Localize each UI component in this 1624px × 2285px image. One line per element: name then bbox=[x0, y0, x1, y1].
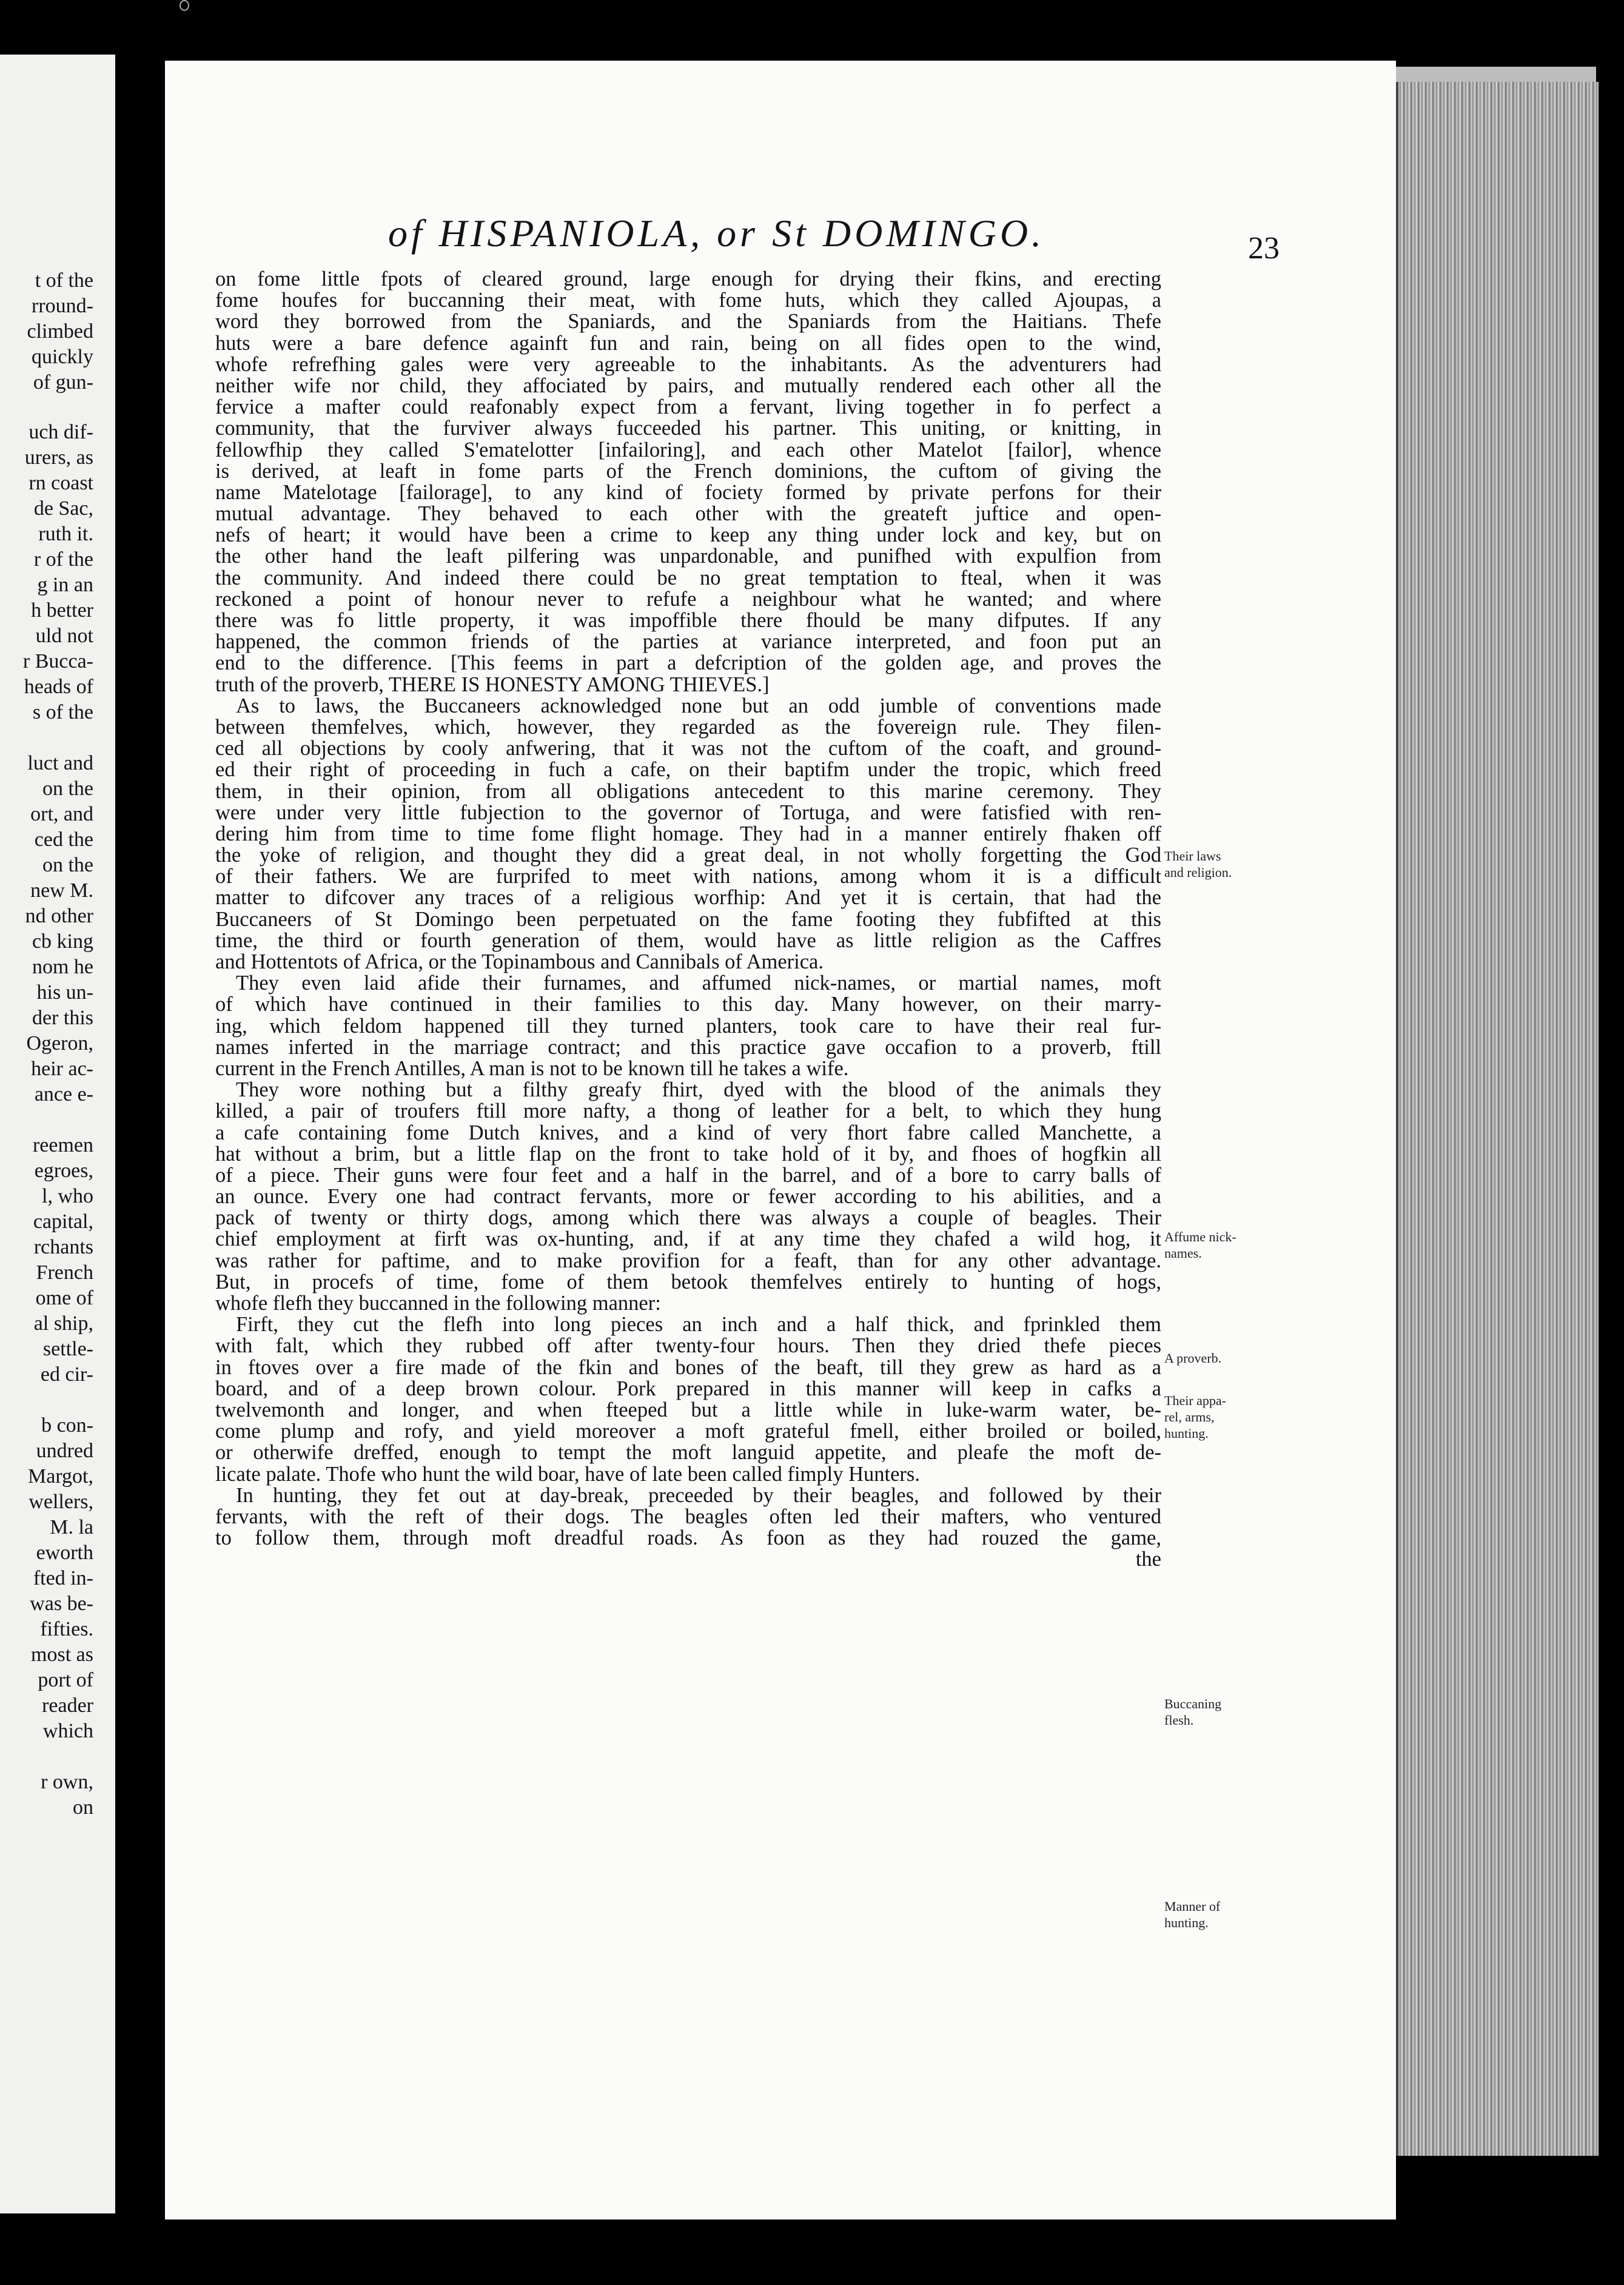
margin-note-line: Their appa- bbox=[1164, 1393, 1226, 1408]
left-page-line: which bbox=[42, 1720, 93, 1742]
text-line: Firft, they cut the flefh into long pieces an inch and a half thick, and fprinkled them bbox=[236, 1313, 1161, 1337]
left-page-line: ruth it. bbox=[38, 523, 93, 545]
text-line: hat without a brim, but a little flap on the front to take hold of it by, and fhoes of hogfkin all bbox=[215, 1142, 1161, 1166]
left-page-line: h better bbox=[31, 599, 93, 622]
left-page-line: new M. bbox=[30, 879, 93, 902]
left-page-line: his un- bbox=[36, 981, 93, 1004]
margin-note-line: Affume nick- bbox=[1164, 1229, 1236, 1244]
left-page-line: urers, as bbox=[24, 446, 93, 469]
left-page-line: rround- bbox=[32, 295, 93, 317]
text-line: mutual advantage. They behaved to each other with the greateft juftice and open- bbox=[215, 502, 1161, 526]
running-head: of HISPANIOLA, or St DOMINGO. bbox=[388, 212, 1045, 255]
text-line: fervice a mafter could reafonably expect from a fervant, living together in fo perfect a bbox=[215, 395, 1161, 419]
text-line: community, that the furviver always fucceeded his partner. This uniting, or knitting, in bbox=[215, 417, 1161, 440]
left-page-line: heir ac- bbox=[31, 1058, 93, 1080]
text-line: reckoned a point of honour never to refufe a neighbour what he wanted; and where bbox=[215, 587, 1161, 611]
text-line: truth of the proverb, THERE IS HONESTY AMONG THIEVES.] bbox=[215, 673, 770, 696]
left-page-line: on the bbox=[42, 777, 93, 800]
text-line: They even laid afide their furnames, and affumed nick-names, or martial names, moft bbox=[236, 971, 1161, 995]
left-page-line: uch dif- bbox=[29, 421, 93, 443]
left-page-line: der this bbox=[32, 1007, 93, 1029]
text-line: ed their right of proceeding in fuch a cafe, on their baptifm under the tropic, which freed bbox=[215, 758, 1161, 782]
text-line: current in the French Antilles, A man is not to be known till he takes a wife. bbox=[215, 1056, 849, 1080]
text-line: of a piece. Their guns were four feet and a half in the barrel, and of a bore to carry balls of bbox=[215, 1163, 1161, 1187]
left-page-line: ort, and bbox=[30, 803, 93, 825]
left-page-line: capital, bbox=[33, 1210, 93, 1233]
left-page-line: was be- bbox=[30, 1592, 93, 1615]
text-line: in ftoves over a fire made of the fkin and bones of the beaft, till they grew as hard as a bbox=[215, 1355, 1161, 1379]
text-line: dering him from time to time fome flight homage. They had in a manner entirely fhaken off bbox=[215, 822, 1161, 845]
left-page-line: fifties. bbox=[40, 1618, 93, 1640]
margin-note-line: A proverb. bbox=[1164, 1351, 1222, 1366]
text-line: them, in their opinion, from all obligations antecedent to this marine ceremony. They bbox=[215, 779, 1161, 803]
text-line: chief employment at firft was ox-hunting, and, if at any time they chafed a wild hog, it bbox=[215, 1227, 1161, 1251]
text-line: ced all objections by cooly anfwering, that it was not the cuftom of the coaft, and ground- bbox=[215, 737, 1161, 760]
text-line: fome houfes for buccanning their meat, with fome huts, which they called Ajoupas, a bbox=[215, 289, 1161, 312]
text-line: happened, the common friends of the parties at variance interpreted, and foon put an bbox=[215, 630, 1161, 654]
text-line: come plump and rofy, and yield moreover a moft grateful fmell, either broiled or boiled, bbox=[215, 1420, 1161, 1443]
left-page-line: climbed bbox=[27, 320, 93, 343]
left-page-line: nom he bbox=[32, 956, 93, 978]
text-line: of their fathers. We are furprifed to meet with nations, among whom it is a difficult bbox=[215, 865, 1161, 888]
left-page-line: ome of bbox=[35, 1287, 93, 1309]
page-number: 23 bbox=[1248, 231, 1280, 266]
margin-note-line: Buccaning bbox=[1164, 1696, 1222, 1711]
left-page-line: s of the bbox=[32, 701, 93, 723]
left-page-line: cb king bbox=[32, 930, 93, 953]
left-page-line: Margot, bbox=[28, 1465, 93, 1488]
left-page-line: nd other bbox=[25, 905, 93, 927]
left-page-line: l, who bbox=[42, 1185, 93, 1207]
text-line: In hunting, they fet out at day-break, preceeded by their beagles, and followed by their bbox=[236, 1483, 1161, 1507]
text-line: on fome little fpots of cleared ground, large enough for drying their fkins, and erecting bbox=[215, 267, 1161, 290]
text-line: killed, a pair of troufers ftill more nafty, a thong of leather for a belt, to which they hung bbox=[215, 1099, 1161, 1123]
left-page-line: fted in- bbox=[33, 1567, 93, 1589]
left-page-line: Ogeron, bbox=[26, 1032, 93, 1055]
margin-note bbox=[1164, 1350, 1267, 1366]
text-line: end to the difference. [This feems in part a defcription of the golden age, and proves the bbox=[215, 651, 1161, 675]
margin-note-line: Manner of bbox=[1164, 1899, 1221, 1914]
margin-note-line: and religion. bbox=[1164, 865, 1232, 880]
text-line: of which have continued in their families to this day. Many however, on their marry- bbox=[215, 993, 1161, 1016]
left-page-line: M. la bbox=[50, 1516, 93, 1538]
left-page-line: uld not bbox=[35, 625, 93, 647]
text-line: between themfelves, which, however, they regarded as the fovereign rule. They filen- bbox=[215, 715, 1161, 739]
text-line: to follow them, through moft dreadful roads. As foon as they had rouzed the game, bbox=[215, 1526, 1161, 1550]
margin-note-line: Their laws bbox=[1164, 848, 1221, 864]
margin-note-line: hunting. bbox=[1164, 1426, 1209, 1441]
text-line: twelvemonth and longer, and when fteeped but a little while in luke-warm water, be- bbox=[215, 1398, 1161, 1421]
text-line: fellowfhip they called S'ematelotter [infailoring], and each other Matelot [failor], whence bbox=[215, 438, 1161, 461]
text-line: matter to difcover any traces of a religious worfhip: And yet it is certain, that had the bbox=[215, 886, 1161, 910]
margin-note-line: flesh. bbox=[1164, 1713, 1194, 1728]
margin-note-line: rel, arms, bbox=[1164, 1409, 1215, 1424]
left-page-line: de Sac, bbox=[33, 497, 93, 520]
text-line: Buccaneers of St Domingo been perpetuated on the fame footing they fubfifted at this bbox=[215, 907, 1161, 931]
left-page-line: on bbox=[73, 1796, 93, 1819]
text-line: with falt, which they rubbed off after twenty-four hours. Then they dried thefe pieces bbox=[215, 1334, 1161, 1358]
text-line: there was fo little property, it was impoffible there fhould be many difputes. If any bbox=[215, 609, 1161, 632]
text-line: huts were a bare defence againft fun and rain, being on all fides open to the wind, bbox=[215, 331, 1161, 355]
margin-note bbox=[1164, 1392, 1267, 1441]
text-line: an ounce. Every one had contract fervants, more or fewer according to his abilities, and a bbox=[215, 1185, 1161, 1209]
left-page-line: reemen bbox=[32, 1134, 93, 1156]
text-line: nefs of heart; it would have been a crime to keep any thing under lock and key, but on bbox=[215, 523, 1161, 547]
left-page-line: ance e- bbox=[34, 1083, 93, 1106]
text-line: the yoke of religion, and thought they did a great deal, in not wholly forgetting the God bbox=[215, 844, 1161, 867]
left-page-line: heads of bbox=[24, 676, 93, 698]
left-page-line: r own, bbox=[41, 1771, 93, 1793]
margin-note-line: names. bbox=[1164, 1246, 1202, 1261]
text-line: name Matelotage [failorage], to any kind of fociety formed by private perfons for their bbox=[215, 480, 1161, 504]
text-line: whofe refrefhing gales were very agreeable to the inhabitants. As the adventurers had bbox=[215, 352, 1161, 376]
left-page-line: port of bbox=[38, 1669, 93, 1691]
margin-note bbox=[1164, 1898, 1267, 1931]
book-fore-edge bbox=[1396, 82, 1599, 2156]
text-line: and Hottentots of Africa, or the Topinambous and Cannibals of America. bbox=[215, 950, 824, 973]
left-page-line: ced the bbox=[34, 828, 93, 851]
margin-note bbox=[1164, 848, 1267, 881]
text-line: pack of twenty or thirty dogs, among which there was always a couple of beagles. Their bbox=[215, 1206, 1161, 1230]
left-page-line: egroes, bbox=[34, 1159, 93, 1182]
text-line: ing, which feldom happened till they turned planters, took care to have their real fur- bbox=[215, 1014, 1161, 1038]
left-page-line: quickly bbox=[32, 346, 93, 368]
left-page-line: al ship, bbox=[33, 1312, 93, 1335]
text-line: the community. And indeed there could be no great temptation to fteal, when it was bbox=[215, 566, 1161, 589]
text-line: time, the third or fourth generation of them, would have as little religion as the Caffres bbox=[215, 928, 1161, 952]
text-line: a cafe containing fome Dutch knives, and a kind of very fhort fabre called Manchette, a bbox=[215, 1121, 1161, 1144]
text-line: As to laws, the Buccaneers acknowledged none but an odd jumble of conventions made bbox=[236, 694, 1161, 717]
margin-note-line: hunting. bbox=[1164, 1915, 1209, 1930]
left-page-line: on the bbox=[42, 854, 93, 876]
left-page-line: r of the bbox=[33, 548, 93, 571]
left-page-line: French bbox=[36, 1261, 93, 1284]
text-line: was rather for paftime, and to make provifion for a feaft, than for any other advantage. bbox=[215, 1249, 1161, 1272]
text-line: the other hand the leaft pilfering was unpardonable, and punifhed with expulfion from bbox=[215, 545, 1161, 568]
left-page-line: wellers, bbox=[29, 1491, 93, 1513]
left-page-line: eworth bbox=[36, 1542, 93, 1564]
left-page-line: most as bbox=[31, 1643, 93, 1666]
left-page-line: rn coast bbox=[29, 472, 93, 494]
left-page-line: undred bbox=[36, 1440, 93, 1462]
text-line: They wore nothing but a filthy greafy fhirt, dyed with the blood of the animals they bbox=[236, 1078, 1161, 1102]
left-page-line: g in an bbox=[37, 574, 93, 596]
text-line: or otherwife dreffed, enough to tempt the moft languid appetite, and pleafe the moft de- bbox=[215, 1441, 1161, 1465]
text-line: But, in procefs of time, fome of them betook themfelves entirely to hunting of hogs, bbox=[215, 1270, 1161, 1293]
text-line: is derived, at leaft in fome parts of the French dominions, the cuftom of giving the bbox=[215, 459, 1161, 483]
left-page-line: settle- bbox=[42, 1338, 93, 1360]
left-page-line: luct and bbox=[27, 752, 93, 774]
left-page-line: t of the bbox=[35, 269, 93, 292]
text-line: licate palate. Thofe who hunt the wild boar, have of late been called fimply Hunters. bbox=[215, 1462, 920, 1486]
body-text bbox=[215, 269, 1161, 1570]
text-line: word they borrowed from the Spaniards, and the Spaniards from the Haitians. Thefe bbox=[215, 310, 1161, 334]
left-page-line: of gun- bbox=[33, 371, 93, 394]
left-page-line: rchants bbox=[33, 1236, 93, 1258]
left-page-line: r Bucca- bbox=[22, 650, 93, 673]
previous-page-fragment bbox=[0, 55, 115, 2213]
margin-note bbox=[1164, 1229, 1267, 1261]
text-line: fervants, with the reft of their dogs. The beagles often led their mafters, who ventured bbox=[215, 1505, 1161, 1528]
catchword: the bbox=[1135, 1548, 1161, 1571]
left-page-line: b con- bbox=[41, 1414, 93, 1437]
scan-artifact bbox=[180, 0, 189, 11]
margin-note bbox=[1164, 1696, 1267, 1728]
text-line: neither wife nor child, they affociated by pairs, and mutually rendered each other all the bbox=[215, 374, 1161, 397]
left-page-line: ed cir- bbox=[40, 1363, 93, 1386]
left-page-line: reader bbox=[42, 1694, 93, 1717]
text-line: whofe flefh they buccanned in the following manner: bbox=[215, 1292, 661, 1315]
text-line: names inferted in the marriage contract; and this practice gave occafion to a proverb, ftill bbox=[215, 1035, 1161, 1059]
text-line: board, and of a deep brown colour. Pork prepared in this manner will keep in cafks a bbox=[215, 1377, 1161, 1400]
text-line: were under very little fubjection to the governor of Tortuga, and were fatisfied with ren- bbox=[215, 800, 1161, 824]
